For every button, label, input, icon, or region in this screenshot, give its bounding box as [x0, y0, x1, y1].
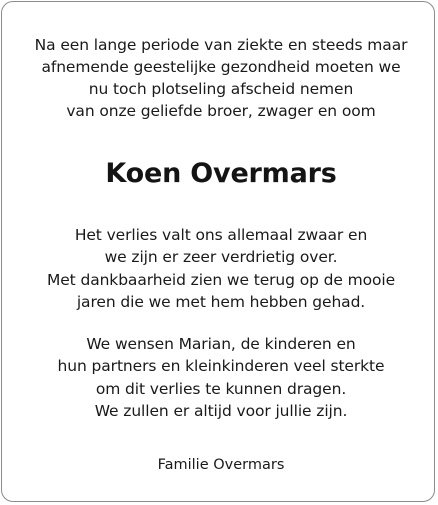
paragraph-line: Het verlies valt ons allemaal zwaar en — [74, 226, 368, 244]
paragraph-line: We zullen er altijd voor jullie zijn. — [94, 401, 348, 420]
family-signature: Familie Overmars — [157, 457, 285, 473]
paragraph-condolence — [2, 333, 438, 422]
obituary-card — [1, 1, 435, 502]
intro-line: afnemende geestelijke gezondheid moeten we — [41, 58, 401, 76]
paragraph-line: om dit verlies te kunnen dragen. — [95, 379, 347, 398]
paragraph-gratitude — [2, 224, 438, 313]
intro-text — [2, 34, 438, 122]
deceased-name: Koen Overmars — [105, 158, 337, 189]
paragraph-line: we zijn er zeer verdrietig over. — [104, 248, 338, 267]
paragraph-line: jaren die we met hem hebben gehad. — [76, 292, 366, 311]
intro-line: van onze geliefde broer, zwager en oom — [66, 102, 376, 120]
intro-line: nu toch plotseling afscheid nemen — [88, 80, 354, 98]
paragraph-line: We wensen Marian, de kinderen en — [86, 335, 356, 353]
intro-line: Na een lange periode van ziekte en steeds maar — [34, 36, 408, 54]
paragraph-line: hun partners en kleinkinderen veel sterkte — [57, 357, 385, 376]
paragraph-line: Met dankbaarheid zien we terug op de mooie — [46, 270, 396, 289]
